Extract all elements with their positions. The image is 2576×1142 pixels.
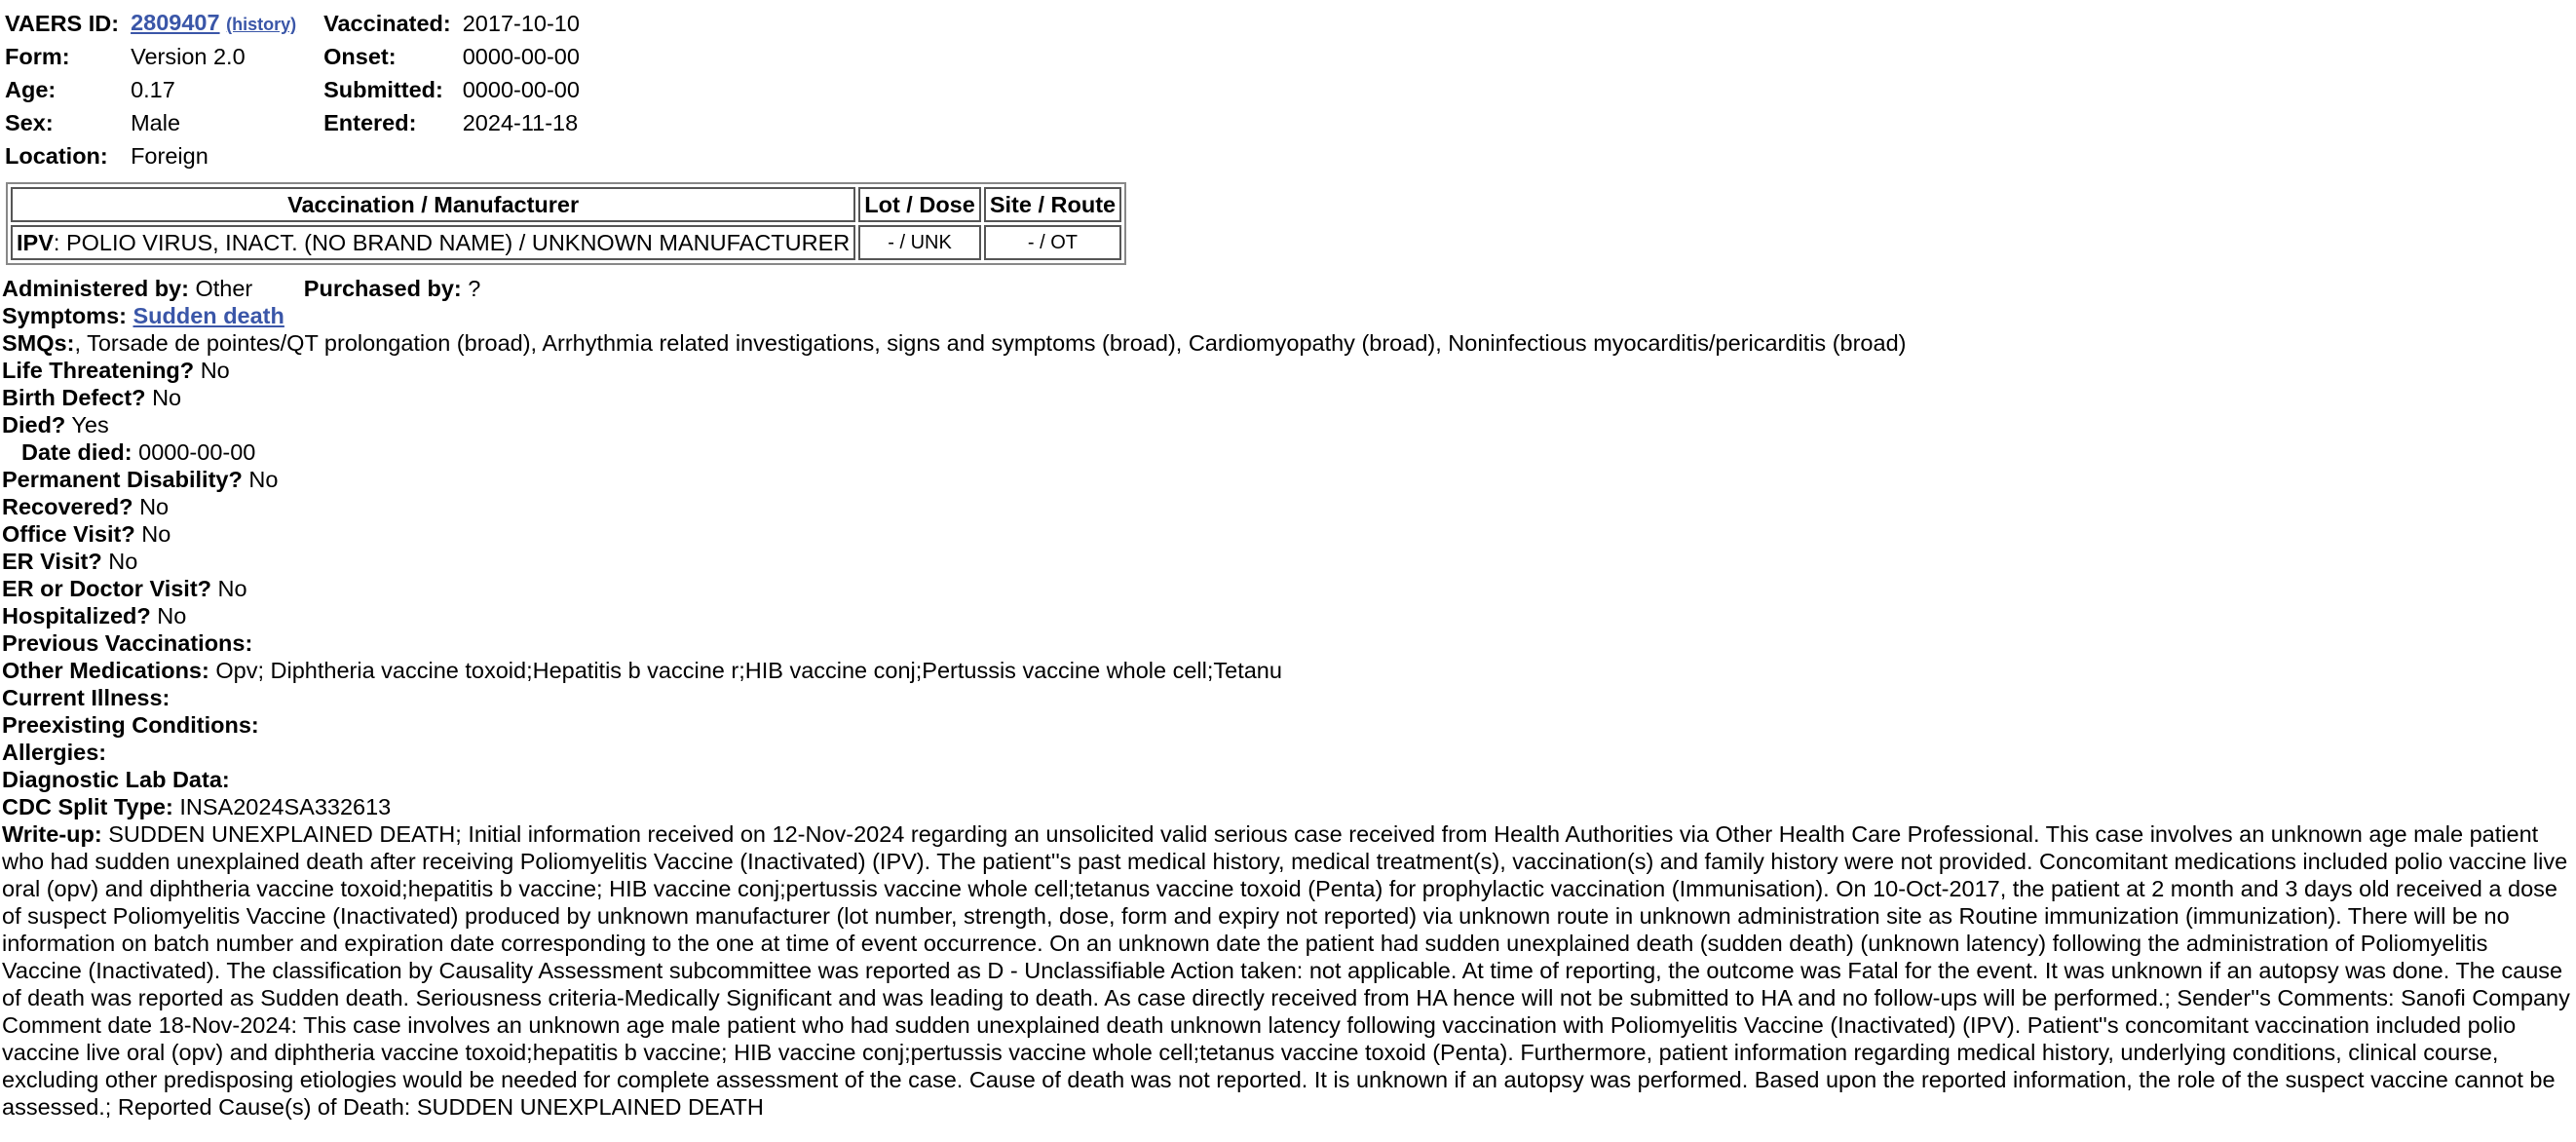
preexisting-label: Preexisting Conditions: <box>2 712 259 738</box>
recovered-label: Recovered? <box>2 494 133 519</box>
er-visit-label: ER Visit? <box>2 549 102 574</box>
died-value: Yes <box>71 412 109 438</box>
submitted-value: 0000-00-00 <box>462 77 580 102</box>
lab-data-label: Diagnostic Lab Data: <box>2 767 230 792</box>
recovered-value: No <box>139 494 170 519</box>
perm-disability-row <box>2 466 2570 493</box>
vaccine-code: IPV <box>17 230 54 255</box>
cdc-split-row <box>2 793 2570 820</box>
birth-defect-row <box>2 384 2570 411</box>
life-threatening-value: No <box>200 358 230 383</box>
prev-vax-row <box>2 629 2570 657</box>
col-lot-dose-header: Lot / Dose <box>858 187 981 222</box>
died-label: Died? <box>2 412 66 438</box>
onset-value: 0000-00-00 <box>462 44 580 69</box>
sex-label: Sex: <box>5 110 54 135</box>
smqs-row <box>2 329 2570 357</box>
er-doctor-label: ER or Doctor Visit? <box>2 576 212 601</box>
summary-table <box>5 7 607 172</box>
submitted-label: Submitted: <box>323 77 443 102</box>
er-doctor-value: No <box>217 576 247 601</box>
current-illness-row <box>2 684 2570 711</box>
office-visit-label: Office Visit? <box>2 521 135 547</box>
office-visit-value: No <box>141 521 171 547</box>
vaccinated-value: 2017-10-10 <box>462 11 580 36</box>
hospitalized-label: Hospitalized? <box>2 603 151 628</box>
site-route-cell: - / OT <box>984 225 1121 260</box>
col-vaccination-header: Vaccination / Manufacturer <box>11 187 855 222</box>
recovered-row <box>2 493 2570 520</box>
er-visit-value: No <box>108 549 138 574</box>
symptoms-row <box>2 302 2570 329</box>
other-meds-value: Opv; Diphtheria vaccine toxoid;Hepatitis b vaccine r;HIB vaccine conj;Pertussis vaccine whole cell;Tetanu <box>215 658 1282 683</box>
lab-data-row <box>2 766 2570 793</box>
life-threatening-label: Life Threatening? <box>2 358 195 383</box>
current-illness-label: Current Illness: <box>2 685 170 710</box>
vaccinated-label: Vaccinated: <box>323 11 451 36</box>
birth-defect-value: No <box>152 385 182 410</box>
vaers-id-link[interactable]: 2809407 <box>131 10 220 35</box>
er-visit-row <box>2 548 2570 575</box>
other-meds-label: Other Medications: <box>2 658 209 683</box>
er-doctor-row <box>2 575 2570 602</box>
age-value: 0.17 <box>131 77 175 102</box>
administered-row <box>2 275 2570 302</box>
date-died-row <box>2 438 2570 466</box>
symptoms-label: Symptoms: <box>2 303 127 328</box>
administered-label: Administered by: <box>2 276 189 301</box>
symptom-link[interactable]: Sudden death <box>133 303 284 328</box>
preexisting-row <box>2 711 2570 739</box>
location-label: Location: <box>5 143 108 169</box>
prev-vax-label: Previous Vaccinations: <box>2 630 253 656</box>
sex-value: Male <box>131 110 181 135</box>
entered-value: 2024-11-18 <box>462 110 579 135</box>
history-link[interactable]: (history) <box>226 15 297 34</box>
birth-defect-label: Birth Defect? <box>2 385 146 410</box>
life-threatening-row <box>2 357 2570 384</box>
writeup-label: Write-up: <box>2 821 102 847</box>
form-value: Version 2.0 <box>131 44 246 69</box>
vaccine-cell <box>11 225 855 260</box>
location-value: Foreign <box>131 143 208 169</box>
smqs-label: SMQs: <box>2 330 75 356</box>
died-row <box>2 411 2570 438</box>
col-site-route-header: Site / Route <box>984 187 1121 222</box>
onset-label: Onset: <box>323 44 397 69</box>
hospitalized-row <box>2 602 2570 629</box>
cdc-split-label: CDC Split Type: <box>2 794 173 819</box>
vaccine-desc: : POLIO VIRUS, INACT. (NO BRAND NAME) / UNKNOWN MANUFACTURER <box>53 230 851 255</box>
perm-disability-label: Permanent Disability? <box>2 467 243 492</box>
allergies-row <box>2 739 2570 766</box>
other-meds-row <box>2 657 2570 684</box>
table-row <box>11 225 1121 260</box>
writeup-section <box>2 820 2570 1121</box>
entered-label: Entered: <box>323 110 417 135</box>
perm-disability-value: No <box>248 467 279 492</box>
purchased-label: Purchased by: <box>303 276 462 301</box>
administered-value: Other <box>195 276 253 301</box>
office-visit-row <box>2 520 2570 548</box>
date-died-label: Date died: <box>21 439 133 465</box>
hospitalized-value: No <box>157 603 187 628</box>
date-died-value: 0000-00-00 <box>138 439 256 465</box>
smqs-value: , Torsade de pointes/QT prolongation (broad), Arrhythmia related investigations, signs and symptoms (broad), Cardiomyopathy (broad), Noninfectious myocarditis/pericarditis (broad) <box>74 330 1907 356</box>
lot-dose-cell: - / UNK <box>858 225 981 260</box>
purchased-value: ? <box>468 276 481 301</box>
cdc-split-value: INSA2024SA332613 <box>179 794 392 819</box>
age-label: Age: <box>5 77 57 102</box>
allergies-label: Allergies: <box>2 740 107 765</box>
vaers-id-cell <box>131 7 323 40</box>
writeup-text: SUDDEN UNEXPLAINED DEATH; Initial information received on 12-Nov-2024 regarding an unsolicited valid serious case received from Health Authorities via Other Health Care Professional. This case involves an unknown age male patient who had sudden unexplained death after receiving Poliomyelitis Vaccine (Inactivated) (IPV). The patient''s past medical history, medical treatment(s), vaccination(s) and family history were not provided. Concomitant medications included polio vaccine live oral (opv) and diphtheria vaccine toxoid;hepatitis b vaccine; HIB vaccine conj;pertussis vaccine whole cell;tetanus vaccine toxoid (Penta) for prophylactic vaccination (Immunisation). On 10-Oct-2017, the patient at 2 month and 3 days old received a dose of suspect Poliomyelitis Vaccine (Inactivated) produced by unknown manufacturer (lot number, strength, dose, form and expiry not reported) via unknown route in unknown administration site as Routine immunization (immunization). There will be no information on batch number and expiration date corresponding to the one at time of event occurrence. On an unknown date the patient had sudden unexplained death (sudden death) (unknown latency) following the administration of Poliomyelitis Vaccine (Inactivated). The classification by Causality Assessment subcommittee was reported as D - Unclassifiable Action taken: not applicable. At time of reporting, the outcome was Fatal for the event. It was unknown if an autopsy was done. The cause of death was reported as Sudden death. Seriousness criteria-Medically Significant and was leading to death. As case directly received from HA hence will not be submitted to HA and no follow-ups will be performed.; Sender''s Comments: Sanofi Company Comment date 18-Nov-2024: This case involves an unknown age male patient who had sudden unexplained death unknown latency following vaccination with Poliomyelitis Vaccine (Inactivated) (IPV). Patient''s concomitant vaccination included polio vaccine live oral (opv) and diphtheria vaccine toxoid;hepatitis b vaccine; HIB vaccine conj;pertussis vaccine whole cell;tetanus vaccine toxoid (Penta). Furthermore, patient information regarding medical history, underlying conditions, clinical course, excluding other predisposing etiologies would be needed for complete assessment of the case. Cause of death was not reported. It is unknown if an autopsy was performed. Based upon the reported information, the role of the suspect vaccine cannot be assessed.; Reported Cause(s) of Death: SUDDEN UNEXPLAINED DEATH <box>2 821 2570 1120</box>
vaers-id-label: VAERS ID: <box>5 11 120 36</box>
vaccination-table <box>6 182 1126 265</box>
form-label: Form: <box>5 44 70 69</box>
vaers-report <box>2 0 2570 1121</box>
